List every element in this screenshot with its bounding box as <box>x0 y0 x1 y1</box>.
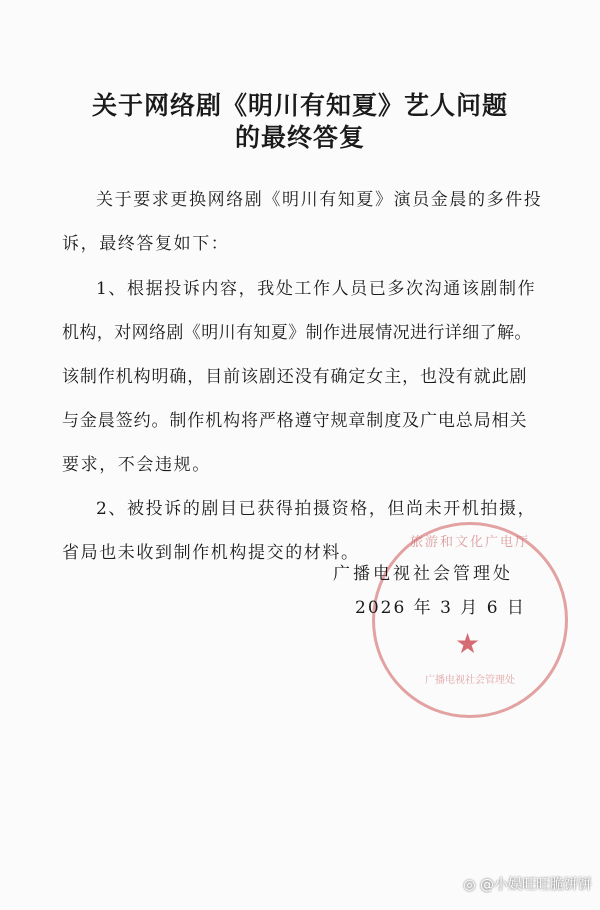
watermark-text: @小娱旺旺脆饼饼 <box>480 877 592 893</box>
document-title-line-2: 的最终答复 <box>234 123 365 152</box>
body-line: 该制作机构明确，目前该剧还没有确定女主，也没有就此剧 <box>62 367 528 387</box>
body-line: 要求，不会违规。 <box>62 455 211 475</box>
body-line: 1、根据投诉内容，我处工作人员已多次沟通该剧制作 <box>96 279 537 299</box>
body-line: 诉，最终答复如下： <box>62 234 230 254</box>
signature-org: 广播电视社会管理处 <box>333 564 513 584</box>
star-icon: ★ <box>455 627 481 660</box>
weibo-icon: ◎ <box>463 877 480 893</box>
body-line: 2、被投诉的剧目已获得拍摄资格，但尚未开机拍摄， <box>96 499 537 519</box>
seal-outer-text: 旅游和文化广电厅 <box>409 535 530 550</box>
seal-inner-text: 广播电视社会管理处 <box>425 675 515 686</box>
body-line: 机构，对网络剧《明川有知夏》制作进展情况进行详细了解。 <box>62 323 532 343</box>
body-line: 省局也未收到制作机构提交的材料。 <box>62 543 360 563</box>
document-title-line-1: 关于网络剧《明川有知夏》艺人问题 <box>91 91 508 120</box>
signature-date: 2026 年 3 月 6 日 <box>355 598 526 618</box>
body-line: 关于要求更换网络剧《明川有知夏》演员金晨的多件投 <box>96 190 543 210</box>
watermark <box>463 874 592 894</box>
body-line: 与金晨签约。制作机构将严格遵守规章制度及广电总局相关 <box>62 411 528 431</box>
official-seal <box>372 522 568 718</box>
